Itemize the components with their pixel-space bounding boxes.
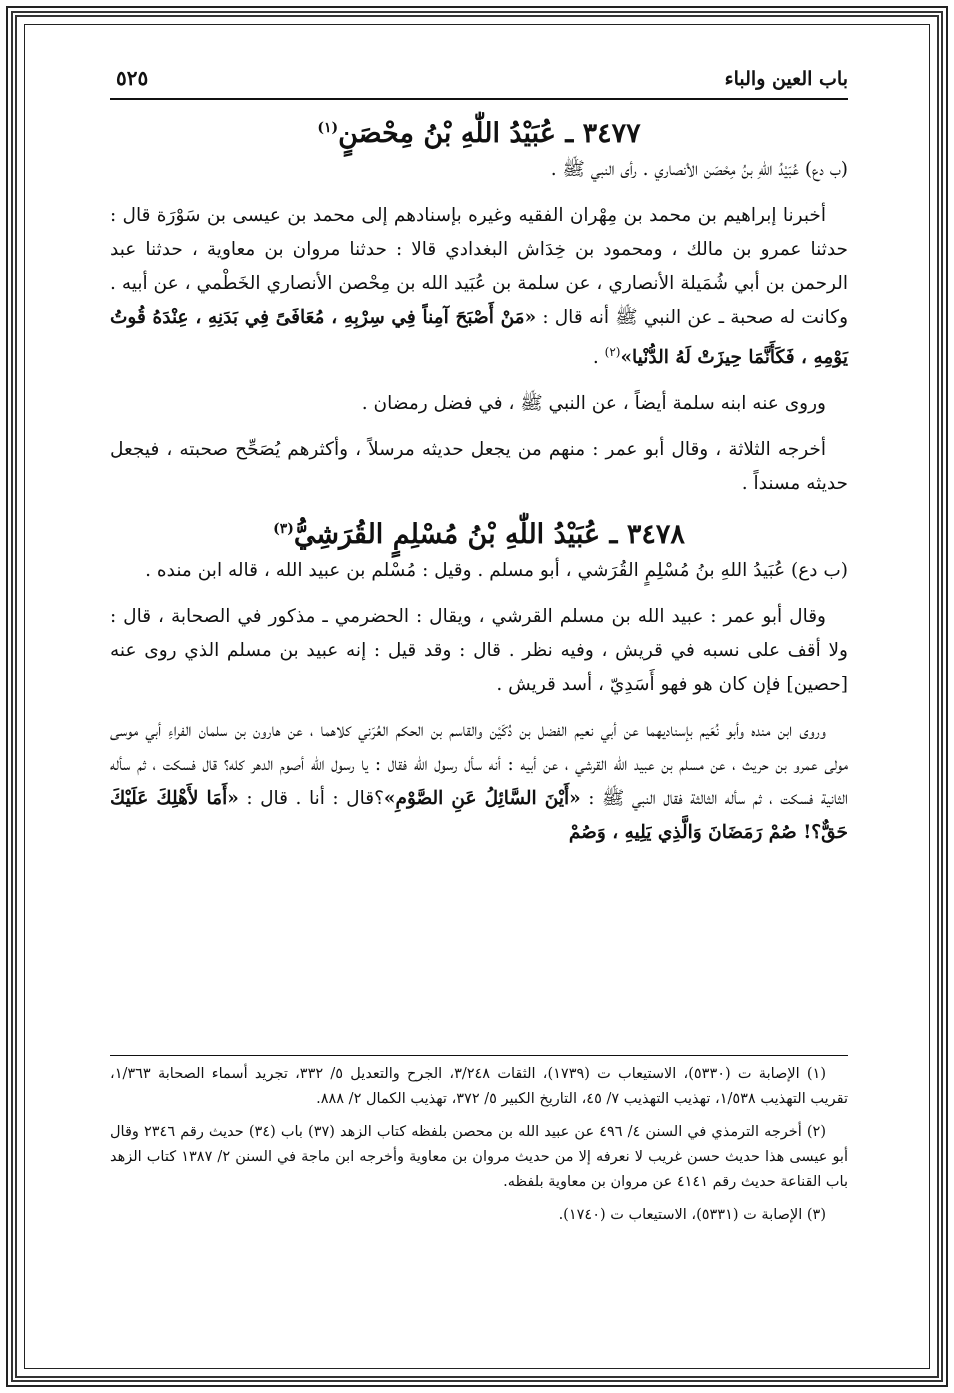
page-content bbox=[110, 60, 848, 862]
paragraph bbox=[110, 714, 848, 850]
entry-heading: ٣٤٧٨ ـ عُبَيْدُ اللّٰهِ بْنُ مُسْلِمٍ القُرَشِيُّ bbox=[293, 519, 685, 551]
narration-text: وروى ابن منده وأبو نُعَيم بإسناديهما عن أبي نعيم الفضل بن دُكَيْن والقاسم بن الحكم العُرَني كلاهما ، عن هارون بن سلمان الفراءِ أبي موسى مولى عمرو بن حريث ، عن مسلم بن عبيد الله القرشي ، عن أبيه : أنه سأل رسول الله فقال : يا رسول الله أصوم الدهر كله؟ قال فسكت ، ثم سأله الثانية فسكت ، ثم سأله الثالثة فقال النبي ﷺ : bbox=[110, 720, 848, 810]
entry-intro: (ب دع) عُبَيْدُ اللهِ بنُ مِحْصَن الأنصاري . رأى النبي ﷺ . bbox=[550, 159, 848, 180]
paragraph: وروى عنه ابنه سلمة أيضاً ، عن النبي ﷺ ، في فضل رمضان . bbox=[361, 393, 826, 415]
paragraph: وقال أبو عمر : عبيد الله بن مسلم القرشي ، ويقال : الحضرمي ـ مذكور في الصحابة ، قال : ولا أقف على نسبه في قريش ، وفيه نظر . قال : وقد قيل : إنه عبيد بن مسلم الذي روى عنه [حصين] فإن كان هو فهو أَسَدِيّ ، أسد قريش . bbox=[110, 606, 848, 696]
footnote-ref: (١) bbox=[317, 120, 339, 136]
entry-heading: ٣٤٧٧ ـ عُبَيْدُ اللّٰهِ بْنُ مِحْصَنٍ bbox=[338, 118, 641, 149]
hadith-quote: «أَيْنَ السَّائِلُ عَنِ الصَّوْمِ» bbox=[383, 788, 581, 810]
page-number: ٥٢٥ bbox=[116, 66, 149, 90]
entry-title-3478 bbox=[110, 519, 848, 550]
hadith-quote: «أَمَا لأَهْلِكَ عَلَيْكَ حَقٌّ؟! صُمْ رَمَضَانَ وَالَّذِي يَلِيهِ ، وَصُمْ bbox=[110, 788, 848, 844]
entry-intro: (ب دع) عُبَيدُ اللهِ بنُ مُسْلِمٍ القُرَشي ، أبو مسلم . وقيل : مُسْلم بن عبيد الله ، قاله ابن منده . bbox=[145, 560, 848, 582]
entry-title-3477 bbox=[110, 118, 848, 149]
running-title: باب العين والباء bbox=[724, 68, 848, 90]
footnote: (٢) أخرجه الترمذي في السنن ٤/ ٤٩٦ عن عبيد الله بن محصن بلفظه كتاب الزهد (٣٧) باب (٣٤) حديث رقم ٢٣٤٦ وقال أبو عيسى هذا حديث حسن غريب لا نعرفه إلا من حديث مروان بن معاوية وأخرجه ابن ماجة في السنن ٢/ ١٣٨٧ كتاب الزهد باب القناعة حديث رقم ٤١٤١ عن مروان بن معاوية بلفظه. bbox=[110, 1124, 848, 1190]
narration-text: ؟قال : أنا . قال : bbox=[246, 788, 384, 810]
paragraph: أخبرنا إبراهيم بن محمد بن مِهْران الفقيه وغيره بإسنادهم إلى محمد بن عيسى بن سَوْرَة قال : حدثنا عمرو بن مالك ، ومحمود بن خِدَاش البغدادي قالا : حدثنا مروان بن معاوية ، حدثنا عبد الرحمن بن أبي شُمَيلة الأنصاري ، عن سلمة بن عُبَيد الله بن مِحْصن الأنصاري الخَطْمي ، عن أبيه . وكانت له صحبة ـ عن النبي ﷺ أنه قال : «مَنْ أَصْبَحَ آمِناً فِي سِرْبِهِ ، مُعَافَىً فِي بَدَنِهِ ، عِنْدَهُ قُوتُ يَوْمِهِ ، فَكَأَنَّمَا حِيزَتْ لَهُ الدُّنْيا»$^{(٢)}$ . bbox=[110, 205, 848, 369]
footnote: (٣) الإصابة ت (٥٣٣١)، الاستيعاب ت (١٧٤٠). bbox=[558, 1207, 826, 1223]
paragraph: أخرجه الثلاثة ، وقال أبو عمر : منهم من يجعل حديثه مرسلاً ، وأكثرهم يُصَحِّح صحبته ، فيجعل حديثه مسنداً . bbox=[110, 439, 848, 495]
footnote-ref: (٣) bbox=[273, 521, 294, 538]
footnote-ref: (٢) bbox=[604, 345, 621, 359]
footnote: (١) الإصابة ت (٥٣٣٠)، الاستيعاب ت (١٧٣٩)، الثقات ٣/٢٤٨، الجرح والتعديل ٥/ ٣٣٢، تجريد أسماء الصحابة ١/٣٦٣، تقريب التهذيب ١/٥٣٨، تهذيب التهذيب ٧/ ٤٥، التاريخ الكبير ٥/ ٣٧٢، تهذيب الكمال ٢/ ٨٨٨. bbox=[110, 1066, 848, 1107]
hadith-quote: «مَنْ أَصْبَحَ آمِناً فِي سِرْبِهِ ، مُعَافَىً فِي بَدَنِهِ ، عِنْدَهُ قُوتُ يَوْمِهِ ، فَكَأَنَّمَا حِيزَتْ لَهُ الدُّنْيا» bbox=[110, 307, 848, 369]
running-header bbox=[110, 60, 848, 100]
narration-text: أخبرنا إبراهيم بن محمد بن مِهْران الفقيه وغيره بإسنادهم إلى محمد بن عيسى بن سَوْرَة قال : حدثنا عمرو بن مالك ، ومحمود بن خِدَاش البغدادي قالا : حدثنا مروان بن معاوية ، حدثنا عبد الرحمن بن أبي شُمَيلة الأنصاري ، عن سلمة بن عُبَيد الله بن مِحْصن الأنصاري الخَطْمي ، عن أبيه . وكانت له صحبة ـ عن النبي ﷺ أنه قال : bbox=[110, 205, 848, 328]
footnotes bbox=[110, 1055, 848, 1236]
